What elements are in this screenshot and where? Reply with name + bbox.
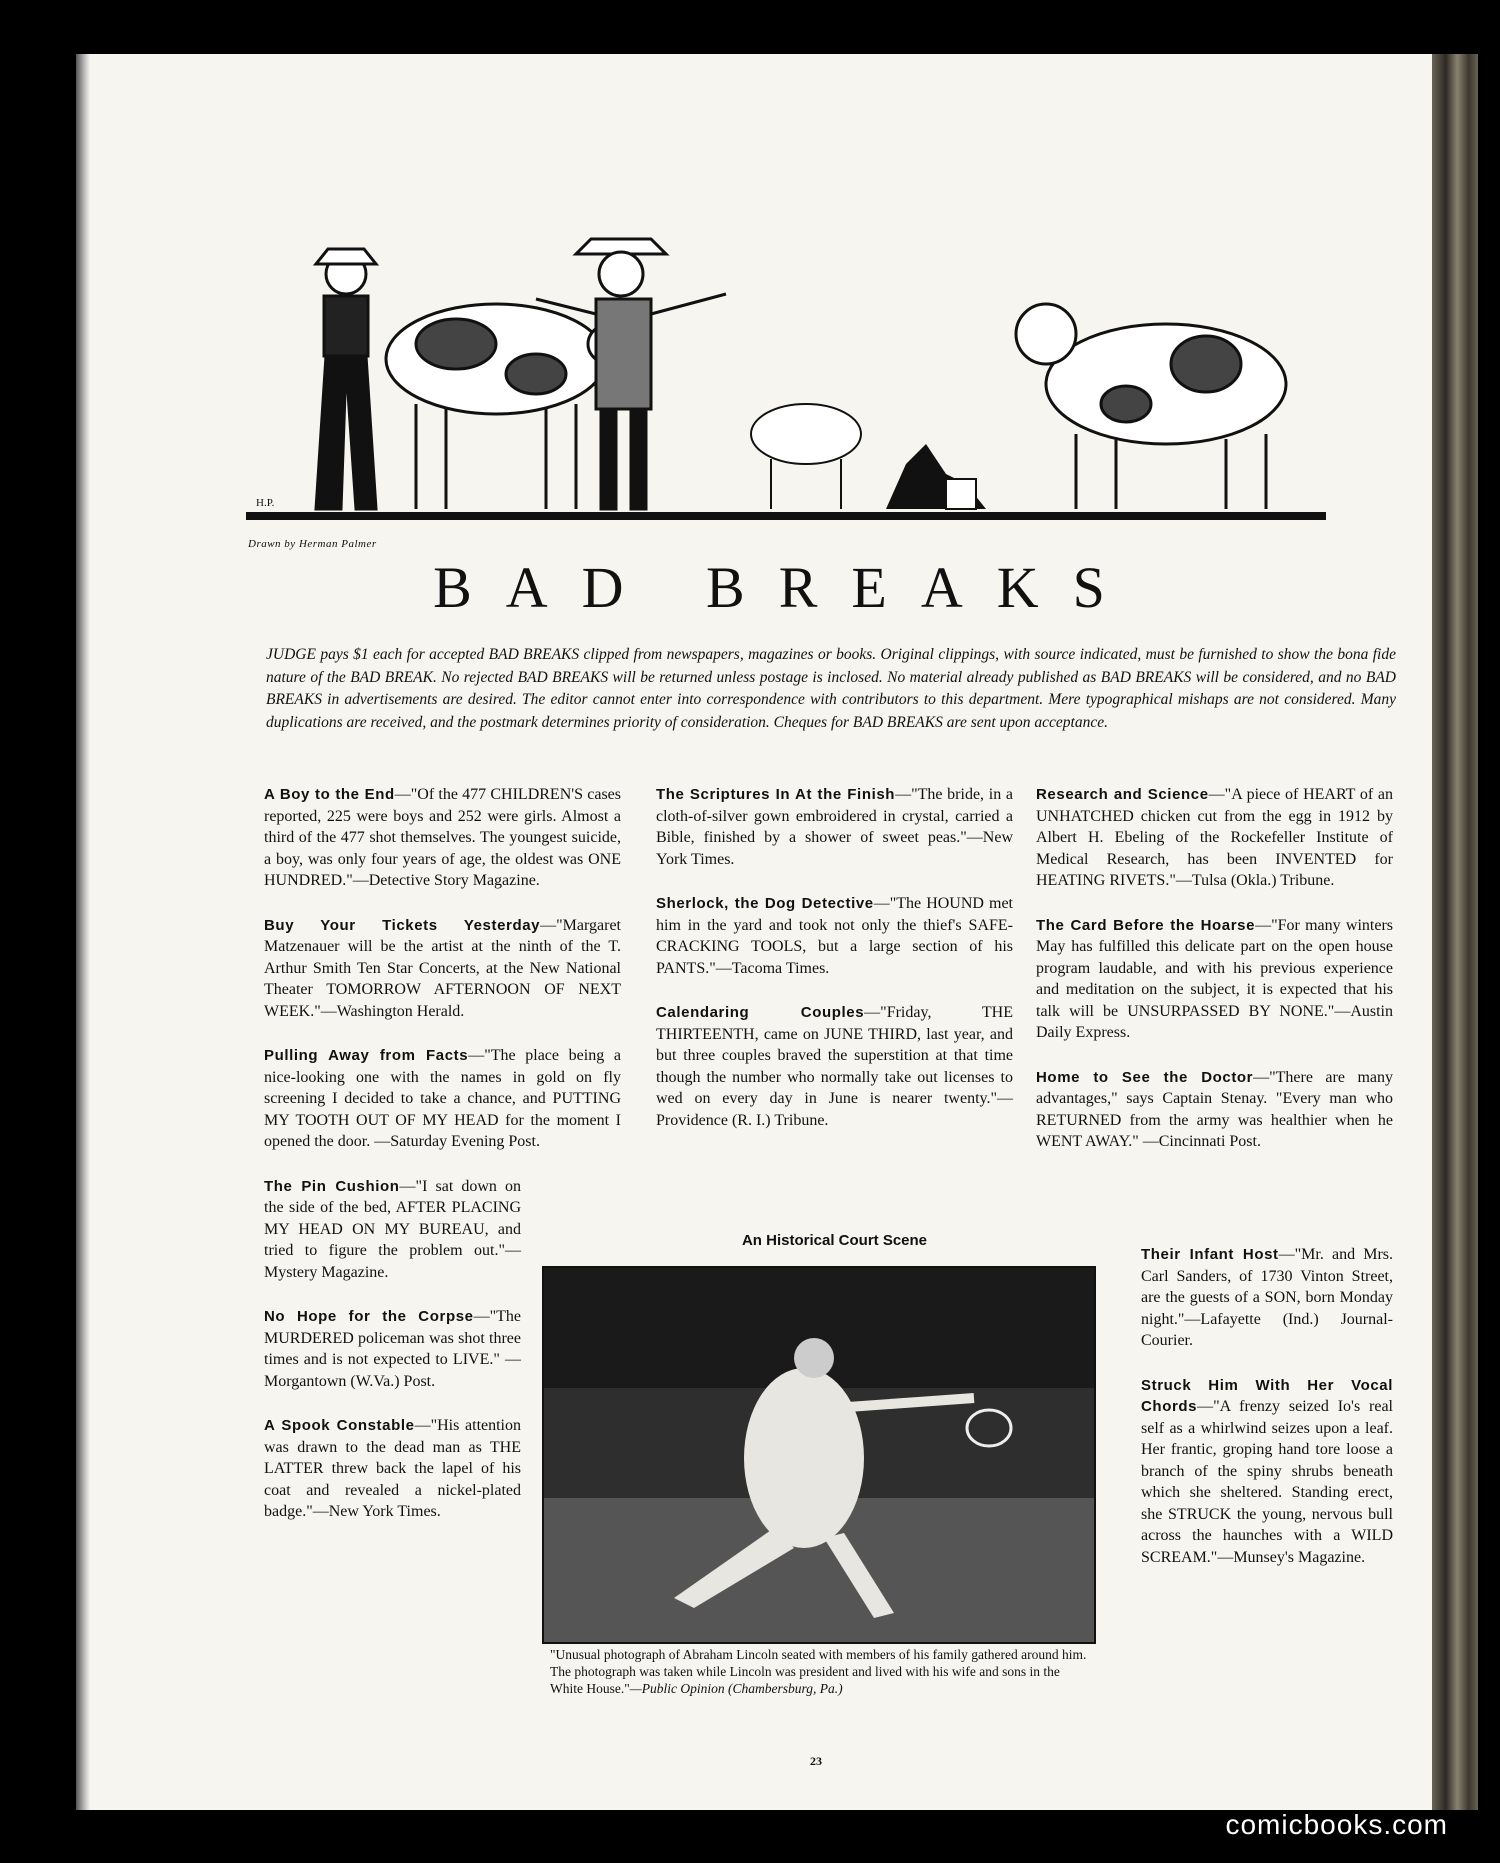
barn-scene bbox=[886, 444, 986, 509]
item-text: —"The place being a nice-looking one with the names in gold on fly screening I decided to take a chance, and PUTTING MY TOOTH OUT OF MY HEAD for the moment I opened the door. —Saturday Evening Post. bbox=[264, 1047, 622, 1150]
column-2 bbox=[656, 784, 1013, 1154]
page-title: BAD BREAKS bbox=[433, 555, 1139, 620]
item-title: The Pin Cushion bbox=[264, 1177, 400, 1195]
page-number: 23 bbox=[810, 1754, 822, 1768]
article-item bbox=[264, 784, 621, 892]
item-text: —"Friday, THE THIRTEENTH, came on JUNE THIRD, last year, and but three couples braved the superstition at that time though the number who normally take out licenses to wed on every day in June is nearer twenty."—Providence (R. I.) Tribune. bbox=[656, 1004, 1013, 1129]
magazine-page bbox=[76, 54, 1478, 1810]
item-title: Sherlock, the Dog Detective bbox=[656, 895, 874, 912]
article-item bbox=[656, 784, 1013, 870]
item-text: —"The HOUND met him in the yard and took not only the thief's SAFE-CRACKING TOOLS, but a large section of his PANTS."—Tacoma Times. bbox=[656, 895, 1013, 977]
caption-text: "Unusual photograph of Abraham Lincoln seated with members of his family gathered around him. The photograph was taken while Lincoln was president and lived with his wife and sons in the White House." bbox=[550, 1647, 1087, 1696]
article-item bbox=[1036, 784, 1393, 892]
item-title: Home to See the Doctor bbox=[1036, 1068, 1254, 1086]
item-title: The Scriptures In At the Finish bbox=[656, 786, 896, 803]
item-text: —"His attention was drawn to the dead man as THE LATTER threw back the lapel of his coat and revealed a nickel-plated badge."—New York Times. bbox=[264, 1417, 522, 1520]
article-item bbox=[264, 1176, 521, 1284]
illustration-credit: Drawn by Herman Palmer bbox=[248, 538, 377, 550]
book-edge bbox=[1432, 54, 1478, 1810]
right-cow bbox=[1016, 304, 1286, 509]
farmer-figure bbox=[316, 249, 376, 509]
article-item bbox=[1036, 915, 1393, 1044]
column-3 bbox=[1036, 784, 1393, 1176]
item-title: Pulling Away from Facts bbox=[264, 1047, 469, 1064]
item-text: —"The bride, in a cloth-of-silver gown embroidered in crystal, carried a Bible, finished by a shower of sweet peas."—New York Times. bbox=[656, 786, 1013, 868]
item-title: The Card Before the Hoarse bbox=[1036, 916, 1256, 934]
column-3-lower bbox=[1141, 1244, 1393, 1591]
photo-caption bbox=[550, 1646, 1090, 1697]
caption-source: —Public Opinion (Chambersburg, Pa.) bbox=[629, 1681, 843, 1696]
item-text: —"A frenzy seized Io's real self as a whirlwind seizes upon a leaf. Her frantic, groping hand tore loose a branch of the spiny shrubs beneath which she sheltered. Standing erect, she STRUCK the young, nervous bull across the haunches with a WILD SCREAM."—Munsey's Magazine. bbox=[1141, 1398, 1393, 1566]
item-text: —"The MURDERED policeman was shot three times and is not expected to LIVE." —Morgantown (W.Va.) Post. bbox=[264, 1308, 521, 1390]
article-item bbox=[1036, 1067, 1393, 1153]
item-text: —"A piece of HEART of an UNHATCHED chicken cut from the egg in 1912 by Albert H. Ebeling of the Rockefeller Institute of Medical Research, has been INVENTED for HEATING RIVETS."—Tulsa (Okla.) Tribune. bbox=[1036, 786, 1393, 889]
photo-image bbox=[544, 1268, 1094, 1642]
article-item bbox=[1141, 1375, 1393, 1569]
intro-paragraph: JUDGE pays $1 each for accepted BAD BREAKS clipped from newspapers, magazines or books. Original clippings, with source indicated, must be furnished to show the bona fide nature of the BAD BREAK. No rejected BAD BREAKS will be returned unless postage is inclosed. No material already published as BAD BREAKS will be considered, and no BAD BREAKS in advertisements are desired. The editor cannot enter into correspondence with contributors to this department. Mere typographical mishaps are not considered. Many duplications are received, and the postmark determines priority of consideration. Cheques for BAD BREAKS are sent upon acceptance. bbox=[266, 646, 1396, 731]
artist-signature: H.P. bbox=[256, 497, 275, 509]
article-item bbox=[1141, 1244, 1393, 1352]
item-title: Calendaring Couples bbox=[656, 1004, 865, 1021]
small-calf bbox=[751, 404, 861, 509]
item-title: Their Infant Host bbox=[1141, 1246, 1279, 1263]
article-item bbox=[264, 1306, 521, 1392]
page-gutter-shadow bbox=[76, 54, 90, 1810]
article-item bbox=[656, 893, 1013, 979]
item-text: —"There are many advantages," says Captain Stenay. "Every man who RETURNED from the army was healthier when he WENT AWAY." —Cincinnati Post. bbox=[1036, 1068, 1393, 1150]
item-text: —"Mr. and Mrs. Carl Sanders, of 1730 Vinton Street, are the guests of a SON, born Monday night."—Lafayette (Ind.) Journal-Courier. bbox=[1141, 1246, 1393, 1349]
item-title: Research and Science bbox=[1036, 786, 1209, 803]
article-item bbox=[264, 1415, 521, 1523]
item-title: Buy Your Tickets Yesterday bbox=[264, 916, 541, 934]
item-title: A Spook Constable bbox=[264, 1417, 415, 1434]
article-item bbox=[264, 1045, 621, 1153]
item-text: —"For many winters May has fulfilled this delicate part on the open house program laudable, and with his previous experience and meditation on the subject, it is expected that his talk will be UNSURPASSED BY NONE."—Austin Daily Express. bbox=[1036, 916, 1394, 1041]
article-item bbox=[656, 1002, 1013, 1131]
item-text: —"I sat down on the side of the bed, AFTER PLACING MY HEAD ON MY BUREAU, and tried to figure the problem out."—Mystery Magazine. bbox=[264, 1177, 521, 1281]
item-text: —"Margaret Matzenauer will be the artist at the ninth of the T. Arthur Smith Ten Star Concerts, at the New National Theater TOMORROW AFTERNOON OF NEXT WEEK."—Washington Herald. bbox=[264, 916, 621, 1020]
site-watermark: comicbooks.com bbox=[1225, 1809, 1448, 1840]
item-title: Struck Him With Her Vocal Chords bbox=[1141, 1376, 1393, 1415]
tennis-photo bbox=[542, 1266, 1096, 1644]
item-title: A Boy to the End bbox=[264, 786, 395, 803]
item-text: —"Of the 477 CHILDREN'S cases reported, 225 were boys and 252 were girls. Almost a third of the 477 shot themselves. The youngest suicide, a boy, was only four years of age, the oldest was ONE HUNDRED."—Detective Story Magazine. bbox=[264, 786, 621, 889]
photo-heading: An Historical Court Scene bbox=[741, 1232, 928, 1249]
header-illustration bbox=[246, 224, 1326, 534]
item-title: No Hope for the Corpse bbox=[264, 1308, 474, 1325]
article-item bbox=[264, 915, 621, 1023]
